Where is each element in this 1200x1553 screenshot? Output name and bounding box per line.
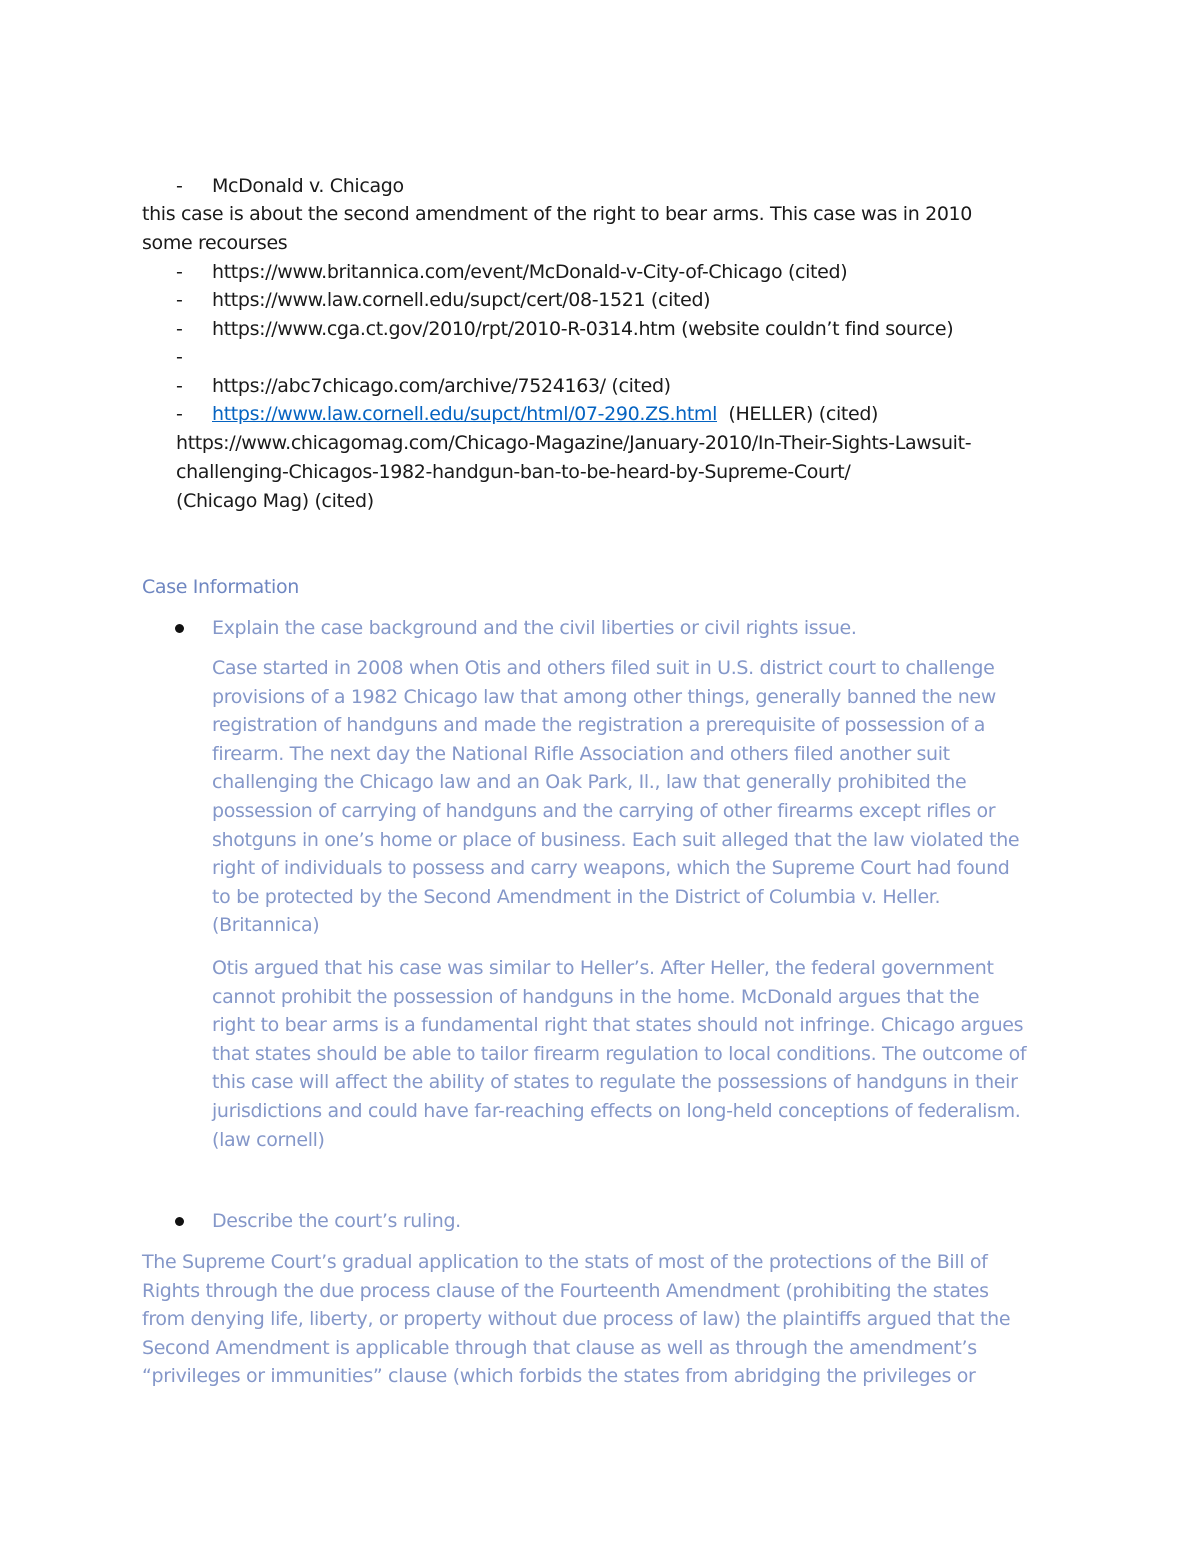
paragraph-line: to be protected by the Second Amendment in the District of Columbia v. Heller. <box>212 885 941 908</box>
paragraph-line: cannot prohibit the possession of handguns in the home. McDonald argues that the <box>212 985 980 1008</box>
paragraph-line: from denying life, liberty, or property without due process of law) the plaintiffs argued that the <box>142 1308 1011 1331</box>
paragraph-line: registration of handguns and made the registration a prerequisite of possession of a <box>212 714 986 737</box>
source-item: https://abc7chicago.com/archive/7524163/ (cited) <box>212 375 671 397</box>
list-dash: - <box>176 175 183 197</box>
list-dash: - <box>176 261 183 283</box>
list-dash: - <box>176 375 183 397</box>
paragraph-line: Second Amendment is applicable through that clause as well as through the amendment’s <box>142 1336 977 1359</box>
source-item: https://www.cga.ct.gov/2010/rpt/2010-R-0314.htm (website couldn’t find source) <box>212 318 954 340</box>
paragraph-line: The Supreme Court’s gradual application to the stats of most of the protections of the Bill of <box>142 1251 988 1273</box>
chicagomag-source: challenging-Chicagos-1982-handgun-ban-to-be-heard-by-Supreme-Court/ <box>176 461 851 483</box>
intro-text: some recourses <box>142 232 288 254</box>
bullet-icon <box>175 624 184 633</box>
paragraph-line: firearm. The next day the National Rifle Association and others filed another suit <box>212 742 950 765</box>
bullet-icon <box>175 1217 184 1226</box>
arguments-paragraph <box>212 954 1026 1154</box>
paragraph-line: (Britannica) <box>212 914 320 937</box>
bullet-question: Describe the court’s ruling. <box>212 1210 461 1232</box>
case-title: McDonald v. Chicago <box>212 175 404 197</box>
section-heading: Case Information <box>142 576 299 598</box>
heller-suffix: (HELLER) (cited) <box>728 403 879 425</box>
paragraph-line: right of individuals to possess and carry weapons, which the Supreme Court had found <box>212 857 1010 880</box>
ruling-paragraph <box>142 1248 1010 1391</box>
paragraph-line: shotguns in one’s home or place of business. Each suit alleged that the law violated the <box>212 828 1020 851</box>
bullet-question: Explain the case background and the civil liberties or civil rights issue. <box>212 617 857 639</box>
paragraph-line: right to bear arms is a fundamental right that states should not infringe. Chicago argues <box>212 1014 1024 1037</box>
list-dash: - <box>176 403 183 425</box>
paragraph-line: “privileges or immunities” clause (which forbids the states from abridging the privileges or <box>142 1365 976 1388</box>
case-background-paragraph <box>212 654 1019 940</box>
intro-text: this case is about the second amendment of the right to bear arms. This case was in 2010 <box>142 203 973 225</box>
paragraph-line: Rights through the due process clause of the Fourteenth Amendment (prohibiting the states <box>142 1279 989 1302</box>
heller-link[interactable]: https://www.law.cornell.edu/supct/html/07-290.ZS.html <box>212 403 718 425</box>
paragraph-line: that states should be able to tailor firearm regulation to local conditions. The outcome of <box>212 1042 1027 1065</box>
chicagomag-source: https://www.chicagomag.com/Chicago-Magazine/January-2010/In-Their-Sights-Lawsuit- <box>176 432 972 454</box>
paragraph-line: challenging the Chicago law and an Oak Park, Il., law that generally prohibited the <box>212 771 967 794</box>
paragraph-line: jurisdictions and could have far-reaching effects on long-held conceptions of federalism. <box>212 1099 1021 1122</box>
list-dash: - <box>176 289 183 311</box>
paragraph-line: this case will affect the ability of states to regulate the possessions of handguns in their <box>212 1071 1018 1094</box>
paragraph-line: Case started in 2008 when Otis and others filed suit in U.S. district court to challenge <box>212 657 995 679</box>
paragraph-line: (law cornell) <box>212 1128 325 1151</box>
chicagomag-source: (Chicago Mag) (cited) <box>176 490 374 512</box>
list-dash: - <box>176 346 183 368</box>
paragraph-line: possession of carrying of handguns and the carrying of other firearms except rifles or <box>212 799 996 822</box>
source-item: https://www.law.cornell.edu/supct/cert/08-1521 (cited) <box>212 289 711 311</box>
list-dash: - <box>176 318 183 340</box>
paragraph-line: Otis argued that his case was similar to Heller’s. After Heller, the federal government <box>212 957 994 979</box>
heller-source <box>212 400 878 429</box>
paragraph-line: provisions of a 1982 Chicago law that among other things, generally banned the new <box>212 685 996 708</box>
source-item: https://www.britannica.com/event/McDonald-v-City-of-Chicago (cited) <box>212 261 848 283</box>
